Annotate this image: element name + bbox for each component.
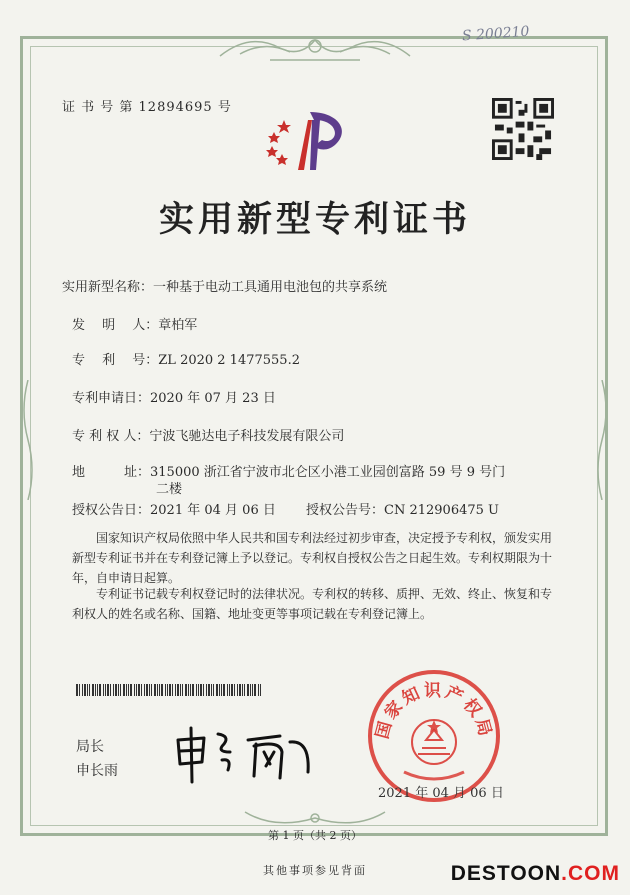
right-side-ornament bbox=[594, 380, 610, 500]
grant-number-label: 授权公告号： bbox=[306, 503, 385, 518]
seal-text: 国家知识产权局 bbox=[372, 681, 496, 741]
utility-model-name-value: 一种基于电动工具通用电池包的共享系统 bbox=[153, 280, 388, 295]
filing-date-value: 2020 年 07 月 23 日 bbox=[150, 391, 276, 406]
patent-office-emblem-icon bbox=[258, 100, 358, 176]
inventor-value: 章柏军 bbox=[158, 318, 198, 333]
left-side-ornament bbox=[20, 380, 36, 500]
utility-model-name-row bbox=[62, 276, 387, 295]
patent-number-value: ZL 2020 2 1477555.2 bbox=[158, 353, 300, 368]
certificate-title: 实用新型专利证书 bbox=[158, 199, 471, 240]
grant-date-row bbox=[72, 499, 276, 518]
site-watermark bbox=[451, 862, 620, 886]
inventor-label: 发 明 人： bbox=[72, 318, 159, 333]
legal-paragraph-1: 国家知识产权局依照中华人民共和国专利法经过初步审查，决定授予专利权，颁发实用新型专利证书并在专利登记簿上予以登记。专利权自授权公告之日起生效。专利权期限为十年，自申请日起算。 bbox=[72, 531, 553, 585]
grant-number-row bbox=[306, 499, 499, 518]
patent-number-row bbox=[72, 349, 300, 368]
signature-role-title: 局长 bbox=[76, 739, 104, 755]
qr-code-icon bbox=[492, 98, 554, 160]
address-row bbox=[72, 461, 505, 480]
address-value-line2: 二楼 bbox=[156, 482, 183, 497]
certificate-number: 证 书 号 第 12894695 号 bbox=[62, 100, 232, 115]
inventor-row bbox=[72, 314, 197, 333]
legal-paragraph-2: 专利证书记载专利权登记时的法律状况。专利权的转移、质押、无效、终止、恢复和专利权人的姓名或名称、国籍、地址变更等事项记载在专利登记簿上。 bbox=[72, 587, 553, 621]
top-ornament bbox=[210, 30, 420, 66]
address-label: 地 址： bbox=[72, 465, 151, 480]
grant-date-value: 2021 年 04 月 06 日 bbox=[150, 503, 276, 518]
grant-date-label: 授权公告日： bbox=[72, 503, 151, 518]
patentee-label: 专 利 权 人： bbox=[72, 429, 150, 444]
patentee-value: 宁波飞驰达电子科技发展有限公司 bbox=[149, 429, 345, 444]
watermark-part1: DESTOON bbox=[450, 862, 562, 885]
page-number: 第 1 页（共 2 页） bbox=[268, 829, 362, 842]
filing-date-label: 专利申请日： bbox=[72, 391, 151, 406]
barcode-icon bbox=[76, 684, 264, 696]
seal-date: 2021 年 04 月 06 日 bbox=[378, 786, 504, 801]
address-value-line1: 315000 浙江省宁波市北仑区小港工业园创富路 59 号 9 号门 bbox=[150, 465, 506, 480]
utility-model-name-label: 实用新型名称： bbox=[62, 280, 154, 295]
footer-note: 其他事项参见背面 bbox=[263, 864, 367, 877]
handwritten-signature bbox=[170, 722, 320, 786]
patentee-row bbox=[72, 425, 344, 444]
signature-role-name: 申长雨 bbox=[76, 763, 118, 779]
filing-date-row bbox=[72, 387, 276, 406]
patent-number-label: 专 利 号： bbox=[72, 353, 159, 368]
handwritten-note: S 200210 bbox=[461, 23, 530, 45]
grant-number-value: CN 212906475 U bbox=[384, 503, 499, 518]
watermark-part2: .COM bbox=[561, 862, 620, 885]
